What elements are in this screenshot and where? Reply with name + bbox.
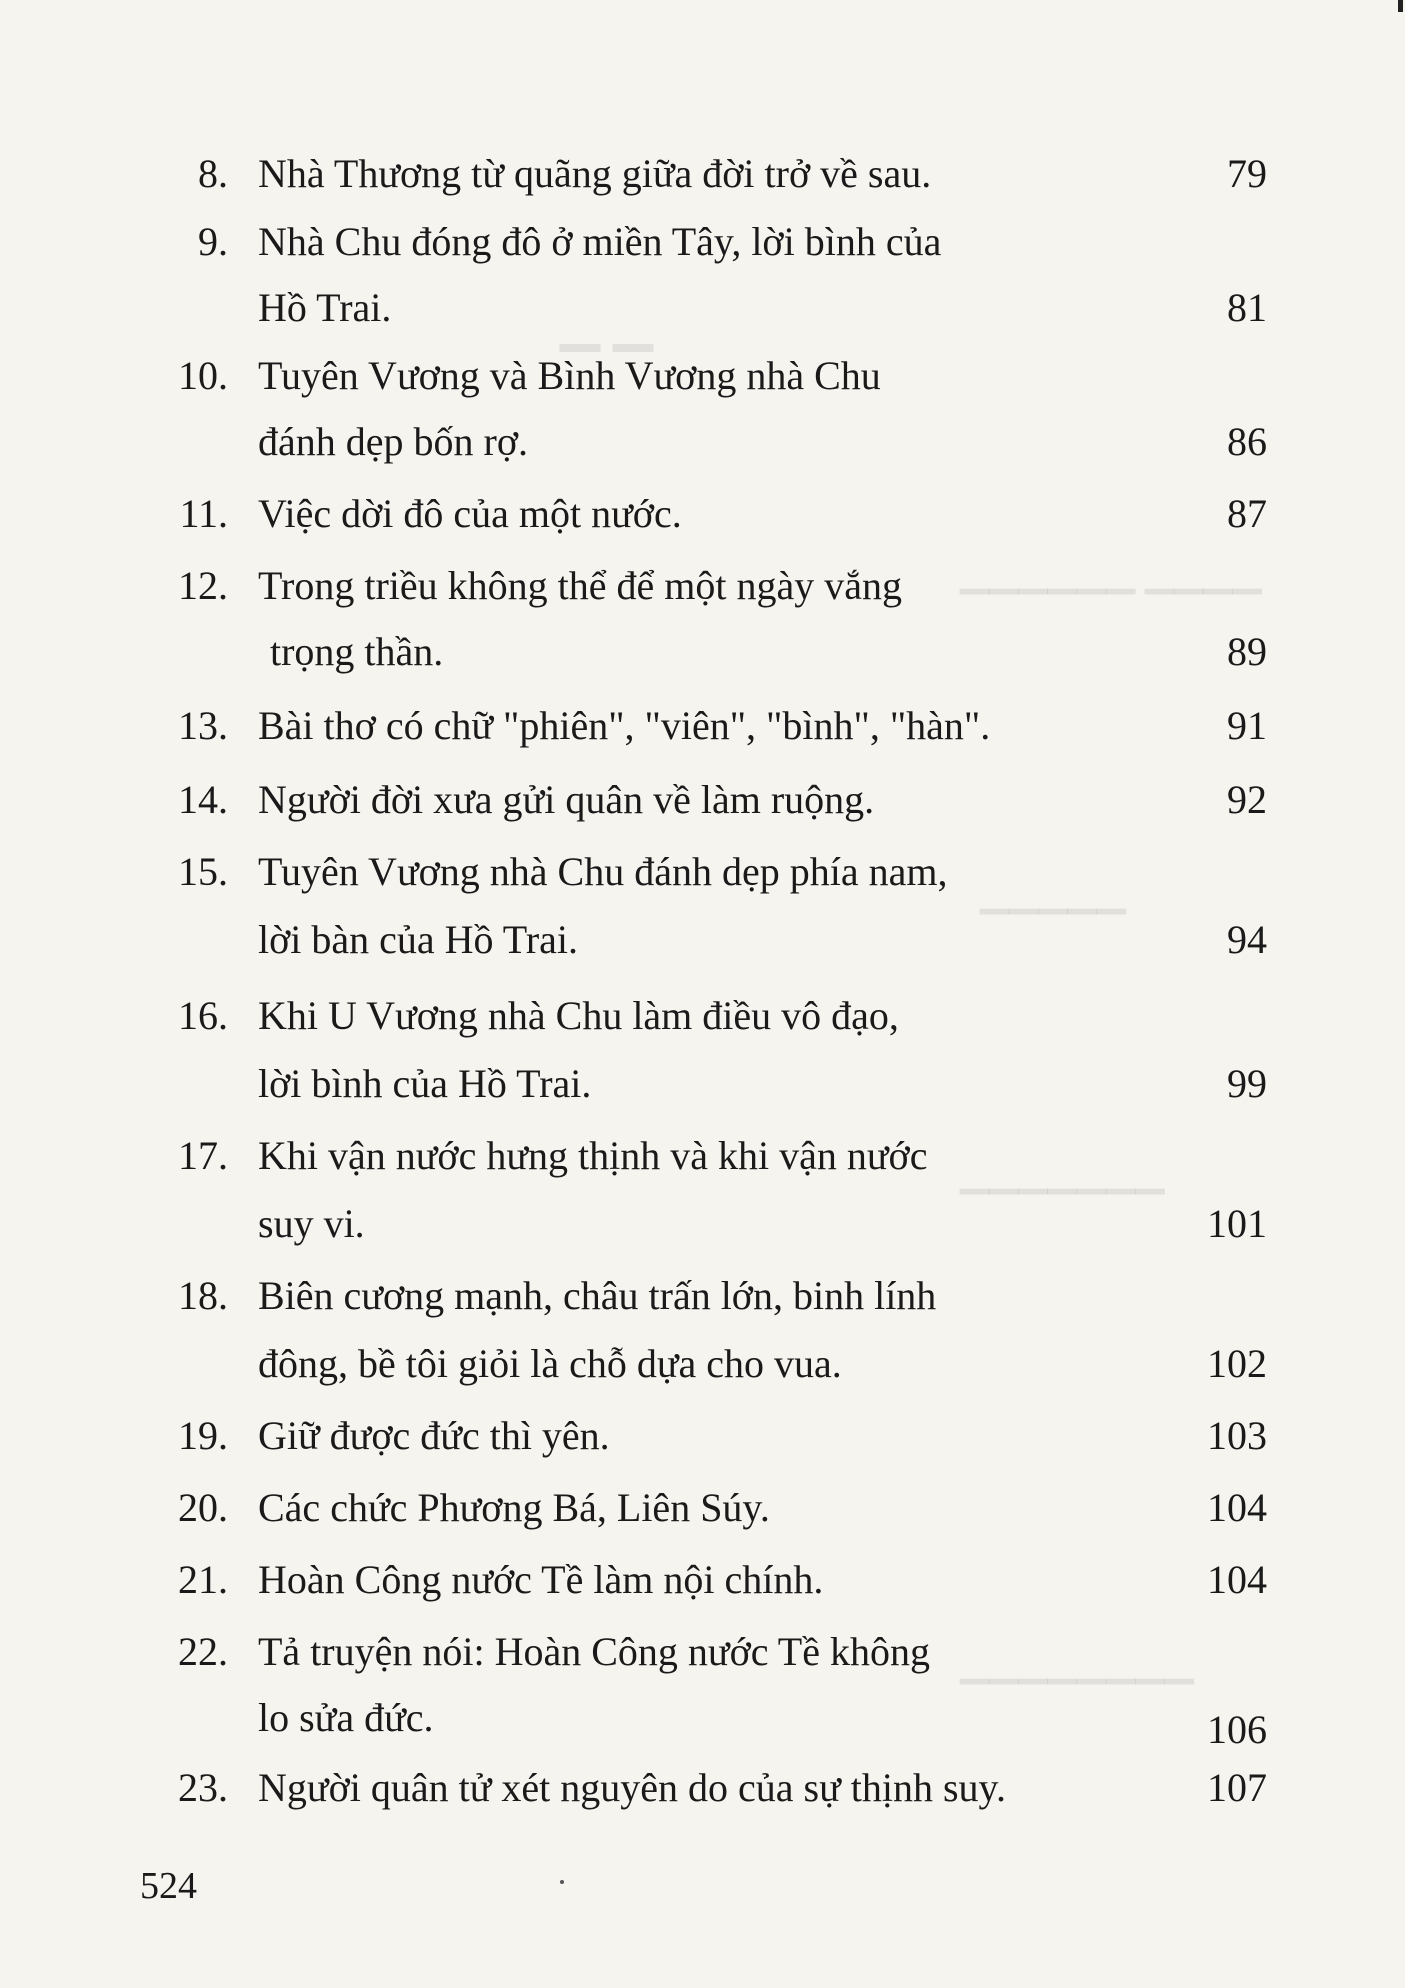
entry-page: 86: [1227, 419, 1267, 464]
entry-page: 104: [1207, 1557, 1267, 1602]
entry-title-continued: Hồ Trai.: [258, 285, 392, 330]
entry-title-continued: suy vi.: [258, 1201, 365, 1246]
entry-page: 87: [1227, 491, 1267, 536]
bleed-through-mark: ▁▁▁▁▁▁▁: [960, 1152, 1165, 1194]
bleed-through-mark: ▁ ▁: [560, 294, 653, 351]
entry-title-continued: lời bình của Hồ Trai.: [258, 1061, 592, 1106]
entry-title: Hoàn Công nước Tề làm nội chính.: [258, 1557, 824, 1602]
entry-page: 91: [1227, 703, 1267, 748]
entry-number: 21.: [178, 1557, 228, 1602]
entry-number: 16.: [178, 993, 228, 1038]
entry-page: 79: [1227, 151, 1267, 196]
entry-number: 14.: [178, 777, 228, 822]
entry-page: 104: [1207, 1485, 1267, 1530]
entry-number: 9.: [198, 219, 228, 264]
entry-title: Việc dời đô của một nước.: [258, 491, 682, 536]
entry-page: 103: [1207, 1413, 1267, 1458]
entry-title: Bài thơ có chữ "phiên", "viên", "bình", "hàn".: [258, 703, 991, 748]
entry-number: 13.: [178, 703, 228, 748]
paper-speck: [560, 1880, 564, 1884]
entry-number: 11.: [179, 491, 228, 536]
entry-number: 18.: [178, 1273, 228, 1318]
entry-title: Trong triều không thể để một ngày vắng: [258, 563, 903, 608]
entry-title: Nhà Thương từ quãng giữa đời trở về sau.: [258, 151, 932, 196]
entry-number: 12.: [178, 563, 228, 608]
bleed-through-mark: ▁▁▁▁▁: [980, 872, 1127, 914]
entry-page: 94: [1227, 917, 1267, 962]
entry-title: Người đời xưa gửi quân về làm ruộng.: [258, 777, 875, 822]
entry-title-continued: lo sửa đức.: [258, 1695, 434, 1740]
entry-title: Nhà Chu đóng đô ở miền Tây, lời bình của: [258, 219, 942, 264]
entry-page: 107: [1207, 1765, 1267, 1810]
entry-number: 23.: [178, 1765, 228, 1810]
entry-title: Giữ được đức thì yên.: [258, 1413, 610, 1458]
entry-title-continued: trọng thần.: [270, 629, 444, 674]
entry-title-continued: lời bàn của Hồ Trai.: [258, 917, 579, 962]
entry-title: Khi U Vương nhà Chu làm điều vô đạo,: [258, 993, 899, 1038]
entry-title-continued: đánh dẹp bốn rợ.: [258, 419, 528, 464]
entry-title: Khi vận nước hưng thịnh và khi vận nước: [258, 1133, 928, 1178]
entry-number: 17.: [178, 1133, 228, 1178]
entry-page: 81: [1227, 285, 1267, 330]
bleed-through-mark: ▁▁▁▁▁▁▁▁: [960, 1642, 1194, 1684]
entry-title: Người quân tử xét nguyên do của sự thịnh suy.: [258, 1765, 1006, 1810]
entry-title-continued: đông, bề tôi giỏi là chỗ dựa cho vua.: [258, 1341, 842, 1386]
entry-number: 10.: [178, 353, 228, 398]
entry-page: 102: [1207, 1341, 1267, 1386]
edge-mark: [1398, 0, 1403, 12]
entry-title: Tuyên Vương và Bình Vương nhà Chu: [258, 353, 881, 398]
entry-number: 19.: [178, 1413, 228, 1458]
entry-page: 99: [1227, 1061, 1267, 1106]
bleed-through-mark: ▁▁▁▁▁▁ ▁▁▁▁: [960, 552, 1262, 594]
entry-title: Tả truyện nói: Hoàn Công nước Tề không: [258, 1629, 930, 1674]
entry-title: Tuyên Vương nhà Chu đánh dẹp phía nam,: [258, 849, 948, 894]
entry-number: 8.: [198, 151, 228, 196]
entry-page: 106: [1207, 1707, 1267, 1752]
entry-title: Biên cương mạnh, châu trấn lớn, binh lính: [258, 1273, 937, 1318]
entry-number: 20.: [178, 1485, 228, 1530]
entry-page: 92: [1227, 777, 1267, 822]
entry-number: 22.: [178, 1629, 228, 1674]
entry-page: 101: [1207, 1201, 1267, 1246]
entry-page: 89: [1227, 629, 1267, 674]
entry-title: Các chức Phương Bá, Liên Súy.: [258, 1485, 770, 1530]
entry-number: 15.: [178, 849, 228, 894]
page-number: 524: [140, 1865, 197, 1907]
